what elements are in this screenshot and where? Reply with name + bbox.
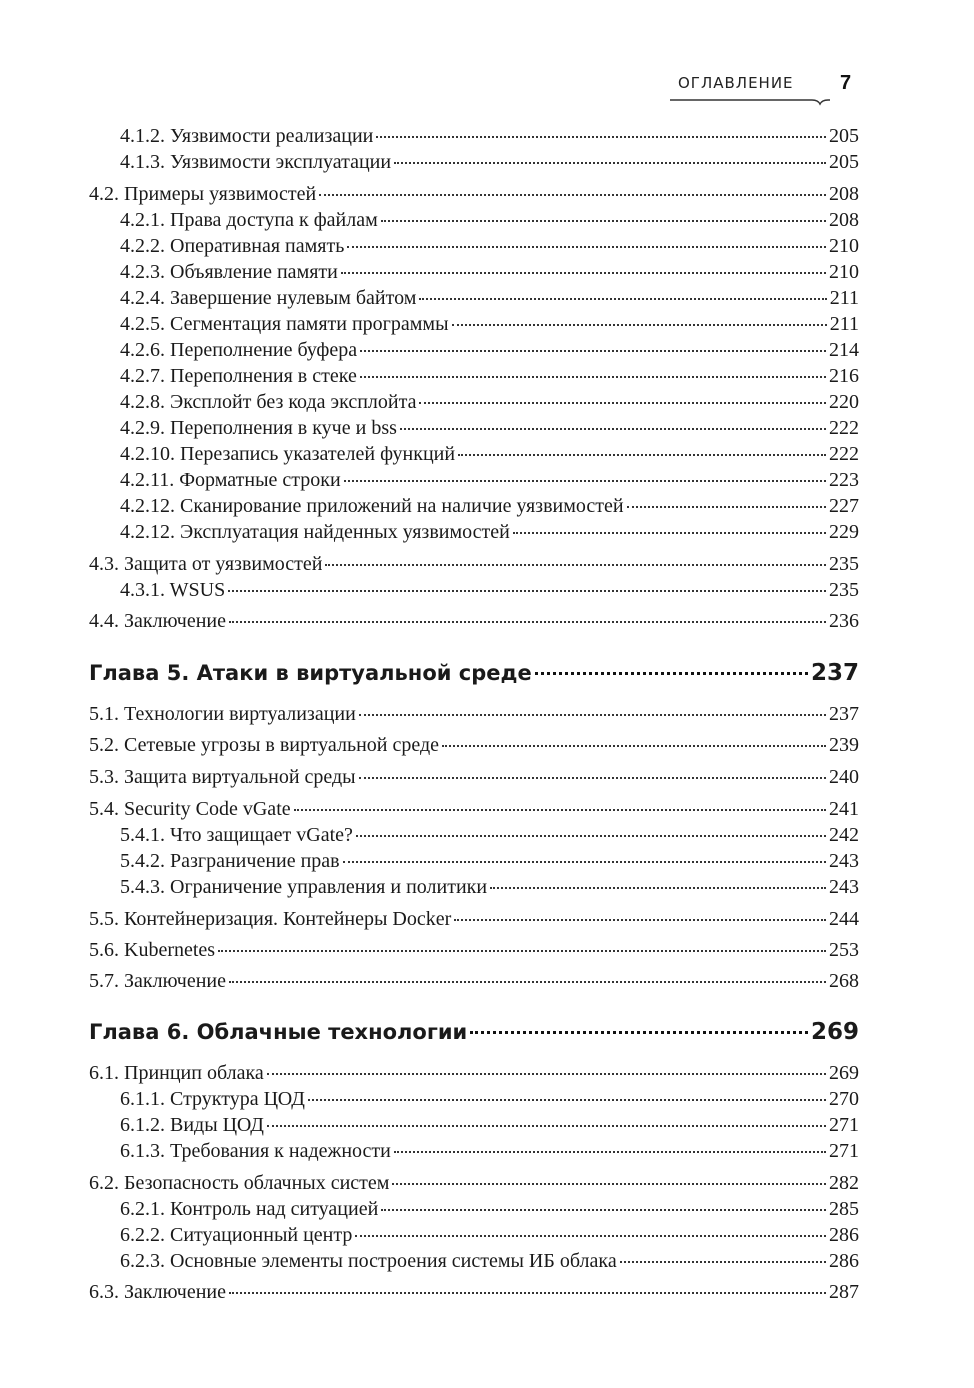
dot-leader	[490, 883, 826, 889]
dot-leader	[343, 857, 826, 863]
toc-entry[interactable]: 6.2. Безопасность облачных систем 282	[89, 1172, 859, 1194]
toc-entry[interactable]: 4.2.2. Оперативная память 210	[120, 235, 859, 257]
dot-leader	[381, 216, 826, 222]
toc-entry[interactable]: 5.4.1. Что защищает vGate? 242	[120, 824, 859, 846]
toc-entry[interactable]: 5.4.3. Ограничение управления и политики 243	[120, 876, 859, 898]
toc-entry[interactable]: 4.2.9. Переполнения в куче и bss 222	[120, 417, 859, 439]
toc-entry[interactable]: 5.4. Security Code vGate 241	[89, 798, 859, 820]
toc-entry[interactable]: 4.2. Примеры уязвимостей 208	[89, 183, 859, 205]
dot-leader	[218, 946, 826, 952]
dot-leader	[267, 1121, 826, 1127]
header-rule	[670, 94, 850, 108]
toc-entry[interactable]: 4.2.1. Права доступа к файлам 208	[120, 209, 859, 231]
dot-leader	[392, 1179, 826, 1185]
toc-entry[interactable]: 4.2.7. Переполнения в стеке 216	[120, 365, 859, 387]
toc-entry[interactable]: 5.6. Kubernetes 253	[89, 939, 859, 961]
dot-leader	[344, 476, 826, 482]
toc-entry[interactable]: 6.1.1. Структура ЦОД 270	[120, 1088, 859, 1110]
dot-leader	[319, 190, 826, 196]
dot-leader	[360, 372, 826, 378]
toc-entry[interactable]: 4.2.12. Эксплуатация найденных уязвимостей 229	[120, 521, 859, 543]
dot-leader	[535, 668, 808, 675]
page-number: 7	[840, 72, 852, 94]
dot-leader	[513, 528, 826, 534]
dot-leader	[341, 268, 826, 274]
toc-entry[interactable]: 4.2.8. Эксплойт без кода эксплойта 220	[120, 391, 859, 413]
dot-leader	[400, 424, 826, 430]
toc-entry[interactable]: 5.3. Защита виртуальной среды 240	[89, 766, 859, 788]
toc-entry[interactable]: 6.3. Заключение 287	[89, 1281, 859, 1303]
toc-entry[interactable]: 4.2.12. Сканирование приложений на наличие уязвимостей 227	[120, 495, 859, 517]
dot-leader	[228, 586, 826, 592]
toc-chapter[interactable]: Глава 5. Атаки в виртуальной среде 237	[89, 660, 859, 686]
dot-leader	[355, 1231, 826, 1237]
toc-entry[interactable]: 4.2.10. Перезапись указателей функций 222	[120, 443, 859, 465]
toc-entry[interactable]: 5.1. Технологии виртуализации 237	[89, 703, 859, 725]
dot-leader	[356, 831, 826, 837]
dot-leader	[347, 242, 826, 248]
dot-leader	[229, 1288, 826, 1294]
toc-entry[interactable]: 4.1.2. Уязвимости реализации 205	[120, 125, 859, 147]
dot-leader	[229, 617, 826, 623]
dot-leader	[419, 398, 826, 404]
dot-leader	[359, 710, 826, 716]
dot-leader	[442, 741, 826, 747]
dot-leader	[294, 805, 826, 811]
dot-leader	[360, 346, 826, 352]
toc-entry[interactable]: 6.2.2. Ситуационный центр 286	[120, 1224, 859, 1246]
toc-entry[interactable]: 4.2.3. Объявление памяти 210	[120, 261, 859, 283]
dot-leader	[229, 977, 826, 983]
toc-entry[interactable]: 4.4. Заключение 236	[89, 610, 859, 632]
running-header	[0, 66, 974, 116]
toc-entry[interactable]: 6.1.2. Виды ЦОД 271	[120, 1114, 859, 1136]
dot-leader	[458, 450, 826, 456]
toc-entry[interactable]: 6.2.3. Основные элементы построения системы ИБ облака 286	[120, 1250, 859, 1272]
dot-leader	[452, 320, 827, 326]
toc-entry[interactable]: 4.2.11. Форматные строки 223	[120, 469, 859, 491]
toc-chapter[interactable]: Глава 6. Облачные технологии 269	[89, 1019, 859, 1045]
toc-entry[interactable]: 4.2.5. Сегментация памяти программы 211	[120, 313, 859, 335]
dot-leader	[359, 773, 826, 779]
toc-entry[interactable]: 6.1. Принцип облака 269	[89, 1062, 859, 1084]
running-header-title: ОГЛАВЛЕНИЕ	[678, 74, 794, 92]
toc-entry[interactable]: 4.2.6. Переполнение буфера 214	[120, 339, 859, 361]
toc-entry[interactable]: 6.2.1. Контроль над ситуацией 285	[120, 1198, 859, 1220]
toc-entry[interactable]: 4.1.3. Уязвимости эксплуатации 205	[120, 151, 859, 173]
dot-leader	[454, 915, 826, 921]
dot-leader	[419, 294, 826, 300]
dot-leader	[267, 1069, 826, 1075]
toc-entry[interactable]: 5.2. Сетевые угрозы в виртуальной среде 239	[89, 734, 859, 756]
dot-leader	[308, 1095, 826, 1101]
dot-leader	[325, 560, 826, 566]
dot-leader	[394, 158, 826, 164]
dot-leader	[381, 1205, 826, 1211]
toc-entry[interactable]: 5.7. Заключение 268	[89, 970, 859, 992]
dot-leader	[470, 1027, 808, 1034]
dot-leader	[620, 1257, 826, 1263]
toc-entry[interactable]: 4.3.1. WSUS 235	[120, 579, 859, 601]
toc-entry[interactable]: 6.1.3. Требования к надежности 271	[120, 1140, 859, 1162]
dot-leader	[376, 132, 826, 138]
toc-entry[interactable]: 5.4.2. Разграничение прав 243	[120, 850, 859, 872]
toc-entry[interactable]: 4.2.4. Завершение нулевым байтом 211	[120, 287, 859, 309]
toc-entry[interactable]: 4.3. Защита от уязвимостей 235	[89, 553, 859, 575]
dot-leader	[627, 502, 826, 508]
dot-leader	[394, 1147, 826, 1153]
toc-entry[interactable]: 5.5. Контейнеризация. Контейнеры Docker 244	[89, 908, 859, 930]
